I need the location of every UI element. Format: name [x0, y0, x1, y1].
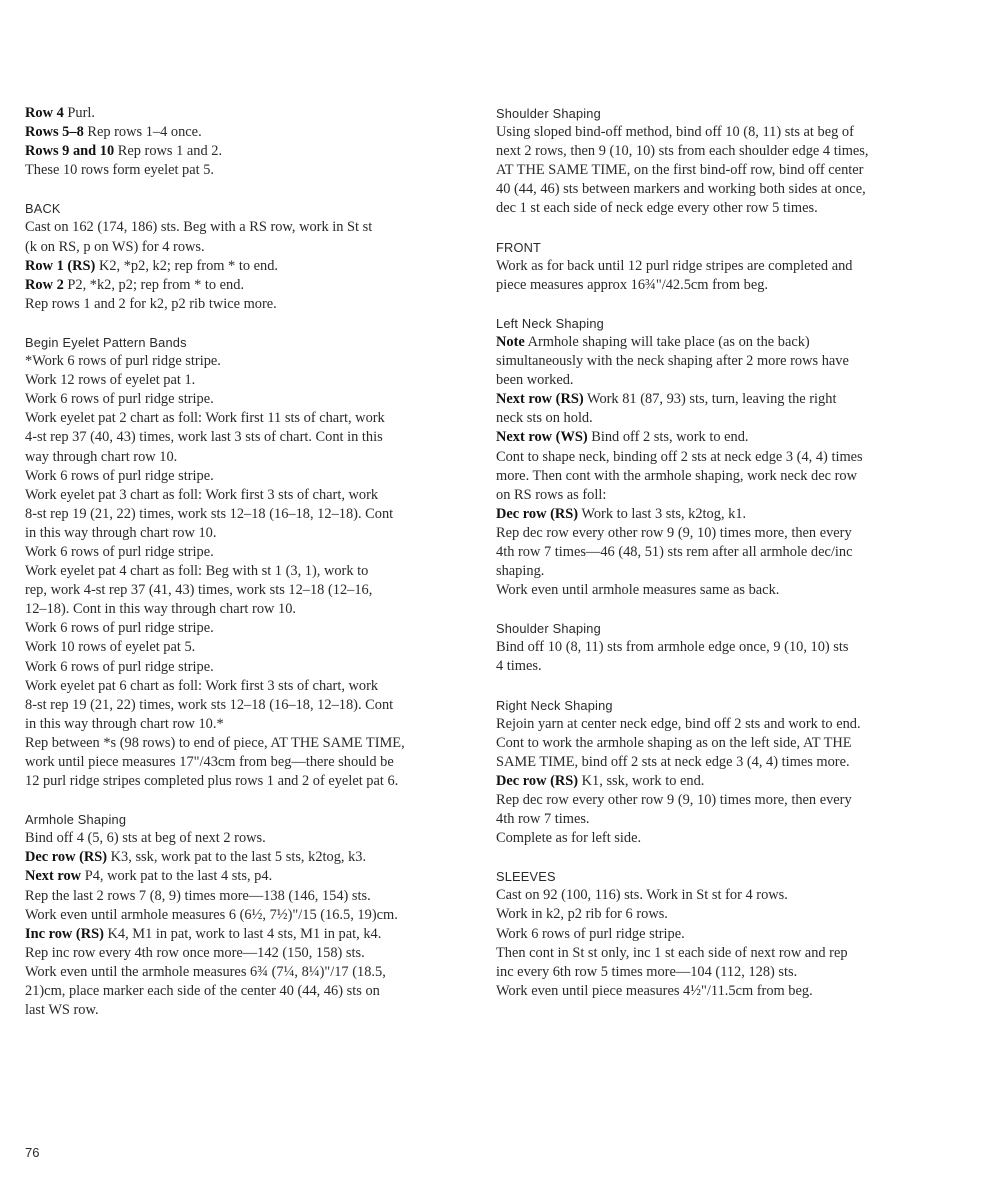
eyelet-lines: [25, 352, 475, 791]
text-line: [25, 352, 475, 371]
line-text: Rep the last 2 rows 7 (8, 9) times more—138 (146, 154) sts.: [25, 887, 371, 904]
text-line: [496, 753, 946, 772]
text-line: [25, 982, 475, 1001]
text-line: [496, 982, 946, 1001]
text-line: [25, 772, 475, 791]
text-line: [25, 486, 475, 505]
line-text: K2, *p2, k2; rep from * to end.: [95, 257, 279, 274]
text-line: [496, 886, 946, 905]
intro-rows: [25, 104, 475, 180]
text-line: [25, 600, 475, 619]
sleeves-lines: [496, 886, 946, 1001]
line-text: Work even until armhole measures same as back.: [496, 582, 780, 599]
line-text: Work 6 rows of purl ridge stripe.: [25, 543, 214, 560]
text-line: [25, 390, 475, 409]
eyelet-section: [25, 333, 475, 791]
row-label: Rows 9 and 10: [25, 143, 115, 160]
text-line: [496, 925, 946, 944]
line-text: on RS rows as foll:: [496, 486, 607, 503]
row-label: Row 4: [25, 105, 64, 121]
text-line: [496, 638, 946, 657]
text-line: [25, 1001, 475, 1020]
line-text: more. Then cont with the armhole shaping, work neck dec row: [496, 467, 857, 484]
line-text: 4th row 7 times.: [496, 811, 590, 828]
line-text: been worked.: [496, 372, 574, 389]
shoulder-front-heading: Shoulder Shaping: [496, 621, 601, 637]
text-line: [496, 371, 946, 390]
text-line: [25, 963, 475, 982]
text-line: [25, 696, 475, 715]
text-line: [496, 123, 946, 142]
line-text: Bind off 4 (5, 6) sts at beg of next 2 rows.: [25, 830, 266, 847]
line-text: Work eyelet pat 2 chart as foll: Work first 11 sts of chart, work: [25, 410, 385, 427]
text-line: [25, 295, 475, 314]
line-text: Work even until armhole measures 6 (6½, 7½)"/15 (16.5, 19)cm.: [25, 906, 398, 923]
row-label: Inc row (RS): [25, 925, 104, 942]
text-line: [25, 371, 475, 390]
line-text: in this way through chart row 10.: [25, 524, 217, 541]
left-column: [25, 104, 475, 1020]
row-label: Next row (RS): [496, 391, 584, 408]
text-line: [25, 581, 475, 600]
text-line: [496, 829, 946, 848]
text-line: [496, 944, 946, 963]
line-text: Work even until piece measures 4½"/11.5cm from beg.: [496, 982, 813, 999]
line-text: Rep between *s (98 rows) to end of piece, AT THE SAME TIME,: [25, 734, 405, 751]
shoulder-back-section: [496, 104, 946, 219]
text-line: [25, 734, 475, 753]
text-line: [496, 791, 946, 810]
text-line: [496, 333, 946, 352]
text-line: [25, 257, 475, 276]
line-text: Work 12 rows of eyelet pat 1.: [25, 372, 196, 389]
text-line: [25, 238, 475, 257]
text-line: [496, 428, 946, 447]
row-label: Dec row (RS): [496, 772, 579, 789]
text-line: [496, 276, 946, 295]
text-line: [496, 905, 946, 924]
text-line: [496, 142, 946, 161]
shoulder-front-lines: [496, 638, 946, 676]
line-text: 12 purl ridge stripes completed plus rows 1 and 2 of eyelet pat 6.: [25, 773, 399, 790]
line-text: last WS row.: [25, 1002, 99, 1019]
line-text: AT THE SAME TIME, on the first bind-off row, bind off center: [496, 162, 864, 179]
row-label: Row 1 (RS): [25, 257, 96, 274]
row-label: Row 2: [25, 276, 64, 293]
line-text: P2, *k2, p2; rep from * to end.: [63, 276, 245, 293]
text-line: [25, 829, 475, 848]
line-text: Work to last 3 sts, k2tog, k1.: [578, 505, 747, 522]
line-text: SAME TIME, bind off 2 sts at neck edge 3 (4, 4) times more.: [496, 753, 850, 770]
line-text: K3, ssk, work pat to the last 5 sts, k2tog, k3.: [107, 849, 367, 866]
text-line: [25, 887, 475, 906]
line-text: (k on RS, p on WS) for 4 rows.: [25, 238, 205, 255]
text-line: [496, 448, 946, 467]
shoulder-back-heading: Shoulder Shaping: [496, 106, 601, 121]
row-label: Note: [496, 333, 525, 350]
line-text: piece measures approx 16¾"/42.5cm from beg.: [496, 276, 769, 293]
line-text: Work 6 rows of purl ridge stripe.: [25, 620, 214, 637]
line-text: Cast on 162 (174, 186) sts. Beg with a RS row, work in St st: [25, 219, 373, 236]
text-line: [25, 944, 475, 963]
page-number: 76: [25, 1145, 40, 1160]
text-line: [25, 867, 475, 886]
line-text: K1, ssk, work to end.: [578, 772, 705, 789]
text-line: [25, 218, 475, 237]
text-line: [25, 562, 475, 581]
line-text: work until piece measures 17"/43cm from beg—there should be: [25, 754, 394, 770]
line-text: rep, work 4-st rep 37 (41, 43) times, work sts 12–18 (12–16,: [25, 582, 373, 599]
line-text: Work in k2, p2 rib for 6 rows.: [496, 906, 668, 923]
text-line: [496, 715, 946, 734]
armhole-section: [25, 810, 475, 1020]
right-column: [496, 104, 946, 1001]
text-line: [496, 810, 946, 829]
text-line: [25, 505, 475, 524]
text-line: [25, 925, 475, 944]
text-line: [496, 657, 946, 676]
text-line: [496, 199, 946, 218]
line-text: neck sts on hold.: [496, 410, 593, 427]
left-neck-heading: Left Neck Shaping: [496, 315, 604, 331]
line-text: Work as for back until 12 purl ridge stripes are completed and: [496, 257, 853, 274]
text-line: [496, 409, 946, 428]
eyelet-heading: Begin Eyelet Pattern Bands: [25, 334, 187, 350]
text-line: [25, 848, 475, 867]
line-text: Rep dec row every other row 9 (9, 10) times more, then every: [496, 524, 852, 541]
text-line: [496, 505, 946, 524]
line-text: 40 (44, 46) sts between markers and working both sides at once,: [496, 181, 866, 198]
row-label: Dec row (RS): [496, 505, 579, 522]
line-text: These 10 rows form eyelet pat 5.: [25, 162, 215, 179]
line-text: 4-st rep 37 (40, 43) times, work last 3 sts of chart. Cont in this: [25, 429, 383, 446]
line-text: Bind off 2 sts, work to end.: [587, 429, 749, 446]
text-line: [496, 486, 946, 505]
text-line: [496, 390, 946, 409]
text-line: [25, 428, 475, 447]
text-line: [496, 562, 946, 581]
line-text: Purl.: [63, 105, 95, 121]
shoulder-back-lines: [496, 123, 946, 218]
text-line: [496, 581, 946, 600]
line-text: Armhole shaping will take place (as on the back): [524, 333, 810, 350]
text-line: [496, 543, 946, 562]
line-text: dec 1 st each side of neck edge every other row 5 times.: [496, 200, 818, 217]
text-line: [25, 753, 475, 772]
line-text: P4, work pat to the last 4 sts, p4.: [81, 868, 273, 885]
text-line: [496, 180, 946, 199]
line-text: Work even until the armhole measures 6¾ (7¼, 8¼)"/17 (18.5,: [25, 963, 386, 980]
text-line: [496, 524, 946, 543]
text-line: [25, 276, 475, 295]
row-label: Rows 5–8: [25, 124, 84, 141]
line-text: Work 81 (87, 93) sts, turn, leaving the right: [583, 391, 837, 408]
line-text: inc every 6th row 5 times more—104 (112, 128) sts.: [496, 963, 798, 980]
text-line: [25, 142, 475, 161]
line-text: Cont to shape neck, binding off 2 sts at neck edge 3 (4, 4) times: [496, 448, 863, 465]
left-neck-lines: [496, 333, 946, 600]
line-text: Cont to work the armhole shaping as on the left side, AT THE: [496, 734, 852, 751]
text-line: [25, 677, 475, 696]
front-heading: FRONT: [496, 239, 542, 255]
text-line: [25, 409, 475, 428]
line-text: Rep rows 1 and 2 for k2, p2 rib twice more.: [25, 295, 277, 312]
text-line: [25, 524, 475, 543]
text-line: [496, 161, 946, 180]
line-text: Rep inc row every 4th row once more—142 (150, 158) sts.: [25, 944, 365, 961]
line-text: Using sloped bind-off method, bind off 10 (8, 11) sts at beg of: [496, 124, 854, 141]
text-line: [496, 963, 946, 982]
right-neck-section: [496, 696, 946, 849]
text-line: [25, 467, 475, 486]
line-text: Rep rows 1 and 2.: [114, 143, 223, 160]
line-text: Work eyelet pat 4 chart as foll: Beg with st 1 (3, 1), work to: [25, 563, 369, 580]
line-text: *Work 6 rows of purl ridge stripe.: [25, 353, 221, 370]
shoulder-front-section: [496, 619, 946, 676]
armhole-heading: Armhole Shaping: [25, 812, 127, 828]
text-line: [25, 715, 475, 734]
line-text: Complete as for left side.: [496, 830, 642, 847]
line-text: 8-st rep 19 (21, 22) times, work sts 12–18 (16–18, 12–18). Cont: [25, 696, 394, 713]
line-text: Work 10 rows of eyelet pat 5.: [25, 639, 196, 656]
line-text: Rep rows 1–4 once.: [83, 124, 202, 141]
line-text: Work 6 rows of purl ridge stripe.: [25, 658, 214, 675]
line-text: shaping.: [496, 563, 545, 580]
text-line: [25, 123, 475, 142]
line-text: Rejoin yarn at center neck edge, bind off 2 sts and work to end.: [496, 715, 861, 732]
text-line: [496, 467, 946, 486]
sleeves-heading: SLEEVES: [496, 869, 556, 885]
row-label: Next row: [25, 868, 82, 885]
text-line: [25, 638, 475, 657]
text-line: [496, 772, 946, 791]
right-neck-lines: [496, 715, 946, 849]
text-line: [496, 352, 946, 371]
line-text: Bind off 10 (8, 11) sts from armhole edge once, 9 (10, 10) sts: [496, 639, 849, 656]
line-text: 21)cm, place marker each side of the center 40 (44, 46) sts on: [25, 983, 380, 1000]
line-text: Then cont in St st only, inc 1 st each side of next row and rep: [496, 944, 848, 961]
line-text: 8-st rep 19 (21, 22) times, work sts 12–18 (16–18, 12–18). Cont: [25, 505, 394, 522]
row-label: Next row (WS): [496, 429, 588, 446]
line-text: 4 times.: [496, 658, 542, 675]
line-text: Work 6 rows of purl ridge stripe.: [496, 925, 685, 942]
back-section: [25, 199, 475, 314]
right-neck-heading: Right Neck Shaping: [496, 697, 613, 713]
armhole-lines: [25, 829, 475, 1020]
text-line: [25, 906, 475, 925]
text-line: [25, 448, 475, 467]
line-text: K4, M1 in pat, work to last 4 sts, M1 in pat, k4.: [103, 925, 382, 942]
line-text: Work eyelet pat 3 chart as foll: Work first 3 sts of chart, work: [25, 486, 379, 503]
text-line: [25, 619, 475, 638]
front-lines: [496, 257, 946, 295]
line-text: simultaneously with the neck shaping after 2 more rows have: [496, 353, 849, 370]
row-label: Dec row (RS): [25, 849, 108, 866]
front-section: [496, 238, 946, 295]
text-line: [496, 257, 946, 276]
text-line: [25, 658, 475, 677]
line-text: Work 6 rows of purl ridge stripe.: [25, 391, 214, 408]
text-line: [25, 161, 475, 180]
back-lines: [25, 218, 475, 313]
line-text: in this way through chart row 10.*: [25, 715, 224, 732]
line-text: 12–18). Cont in this way through chart row 10.: [25, 601, 296, 618]
text-line: [25, 104, 475, 123]
back-heading: BACK: [25, 201, 61, 217]
text-line: [496, 734, 946, 753]
line-text: way through chart row 10.: [25, 448, 178, 465]
line-text: Work eyelet pat 6 chart as foll: Work first 3 sts of chart, work: [25, 677, 379, 694]
text-line: [25, 543, 475, 562]
line-text: Cast on 92 (100, 116) sts. Work in St st for 4 rows.: [496, 887, 788, 904]
sleeves-section: [496, 867, 946, 1001]
line-text: Work 6 rows of purl ridge stripe.: [25, 467, 214, 484]
left-neck-section: [496, 314, 946, 600]
line-text: Rep dec row every other row 9 (9, 10) times more, then every: [496, 792, 852, 808]
line-text: 4th row 7 times—46 (48, 51) sts rem after all armhole dec/inc: [496, 543, 853, 560]
line-text: next 2 rows, then 9 (10, 10) sts from each shoulder edge 4 times,: [496, 143, 869, 160]
